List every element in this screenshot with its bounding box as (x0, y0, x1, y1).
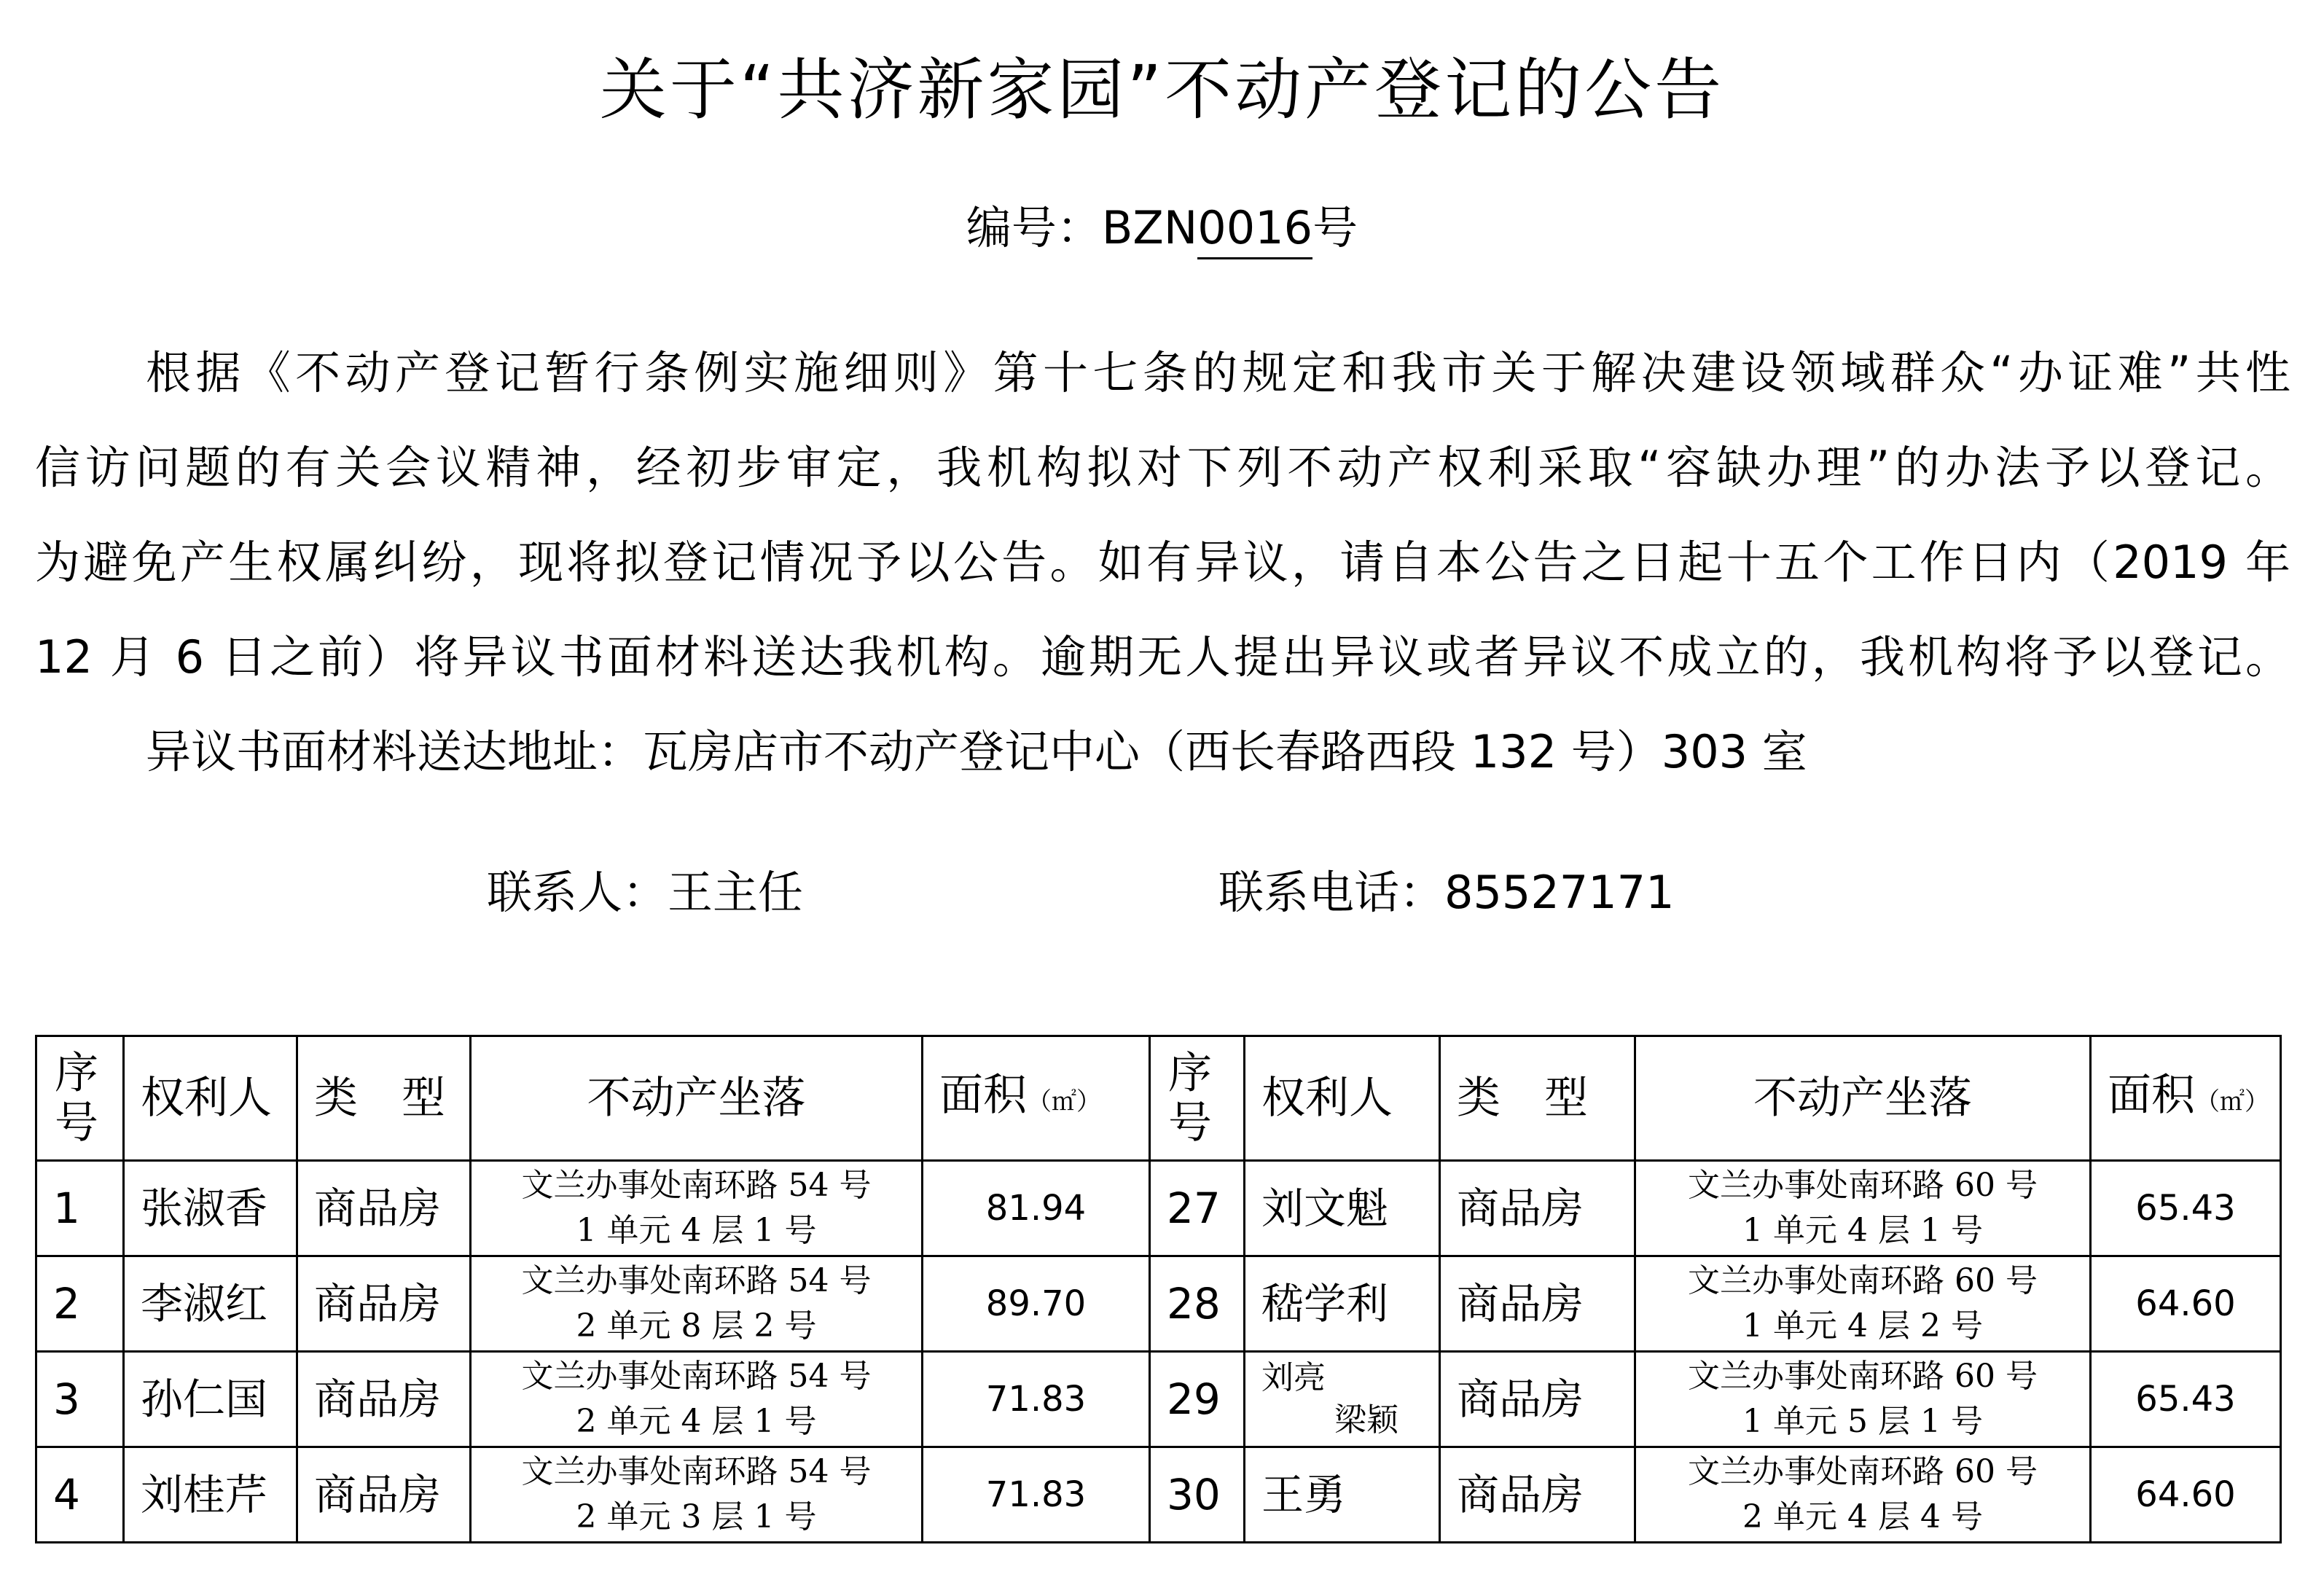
paragraph-line-4: 12 月 6 日之前）将异议书面材料送达我机构。逾期无人提出异议或者异议不成立的，我机构将予以登记。 (35, 630, 2290, 684)
row-type: 商品房 (297, 1352, 471, 1447)
row-type: 商品房 (1440, 1447, 1635, 1543)
row-seq: 2 (36, 1256, 124, 1352)
row-seq: 30 (1150, 1447, 1245, 1543)
row-area: 65.43 (2091, 1161, 2281, 1256)
header-owner: 权利人 (124, 1036, 297, 1161)
row-owner: 李淑红 (124, 1256, 297, 1352)
property-table (35, 1035, 2282, 1543)
row-location: 文兰办事处南环路 60 号 1 单元 4 层 1 号 (1635, 1161, 2091, 1256)
document-number (0, 195, 2324, 261)
row-seq: 28 (1150, 1256, 1245, 1352)
row-type: 商品房 (1440, 1256, 1635, 1352)
row-location: 文兰办事处南环路 60 号 2 单元 4 层 4 号 (1635, 1447, 2091, 1543)
table-row (36, 1352, 2281, 1447)
row-location: 文兰办事处南环路 54 号 2 单元 8 层 2 号 (471, 1256, 923, 1352)
row-owner (1245, 1352, 1440, 1447)
header-type: 类 型 (297, 1036, 471, 1161)
paragraph-line-1: 根据《不动产登记暂行条例实施细则》第十七条的规定和我市关于解决建设领域群众“办证难”共性 (146, 346, 2290, 399)
header-type-right: 类 型 (1440, 1036, 1635, 1161)
header-owner-right: 权利人 (1245, 1036, 1440, 1161)
page-title: 关于“共济新家园”不动产登记的公告 (599, 51, 1725, 129)
header-location-right: 不动产坐落 (1635, 1036, 2091, 1161)
row-seq: 1 (36, 1161, 124, 1256)
row-seq: 29 (1150, 1352, 1245, 1447)
row-owner: 刘文魁 (1245, 1161, 1440, 1256)
row-location: 文兰办事处南环路 54 号 1 单元 4 层 1 号 (471, 1161, 923, 1256)
row-type: 商品房 (297, 1447, 471, 1543)
header-area-right: 面积（㎡） (2091, 1036, 2281, 1161)
row-location: 文兰办事处南环路 60 号 1 单元 4 层 2 号 (1635, 1256, 2091, 1352)
row-area: 71.83 (923, 1447, 1150, 1543)
table-header-row (36, 1036, 2281, 1161)
document-number-value: 0016 (1197, 199, 1312, 259)
row-type: 商品房 (297, 1161, 471, 1256)
row-area: 65.43 (2091, 1352, 2281, 1447)
row-area: 71.83 (923, 1352, 1150, 1447)
header-location: 不动产坐落 (471, 1036, 923, 1161)
document-number-suffix: 号 (1312, 201, 1358, 254)
header-area: 面积（㎡） (923, 1036, 1150, 1161)
row-location: 文兰办事处南环路 54 号 2 单元 3 层 1 号 (471, 1447, 923, 1543)
row-owner: 王勇 (1245, 1447, 1440, 1543)
row-area: 64.60 (2091, 1256, 2281, 1352)
row-seq: 3 (36, 1352, 124, 1447)
row-owner: 嵇学利 (1245, 1256, 1440, 1352)
row-type: 商品房 (297, 1256, 471, 1352)
row-owner: 刘桂芹 (124, 1447, 297, 1543)
header-seq-right: 序 号 (1150, 1036, 1245, 1161)
address-line: 异议书面材料送达地址：瓦房店市不动产登记中心（西长春路西段 132 号）303 室 (146, 725, 1807, 778)
table-row (36, 1256, 2281, 1352)
table-row (36, 1447, 2281, 1543)
contact-person: 联系人：王主任 (487, 866, 804, 919)
row-area: 89.70 (923, 1256, 1150, 1352)
row-owner-second: 梁颖 (1334, 1401, 1398, 1439)
row-owner-first: 刘亮 (1261, 1359, 1326, 1396)
paragraph-line-3: 为避免产生权属纠纷，现将拟登记情况予以公告。如有异议，请自本公告之日起十五个工作日内（2019 年 (35, 536, 2290, 589)
header-seq: 序 号 (36, 1036, 124, 1161)
row-area: 81.94 (923, 1161, 1150, 1256)
paragraph-line-2: 信访问题的有关会议精神，经初步审定，我机构拟对下列不动产权利采取“容缺办理”的办法予以登记。 (35, 441, 2290, 494)
row-owner: 孙仁国 (124, 1352, 297, 1447)
row-owner: 张淑香 (124, 1161, 297, 1256)
row-type: 商品房 (1440, 1352, 1635, 1447)
row-location: 文兰办事处南环路 60 号 1 单元 5 层 1 号 (1635, 1352, 2091, 1447)
row-type: 商品房 (1440, 1161, 1635, 1256)
row-location: 文兰办事处南环路 54 号 2 单元 4 层 1 号 (471, 1352, 923, 1447)
table-row (36, 1161, 2281, 1256)
row-seq: 4 (36, 1447, 124, 1543)
row-area: 64.60 (2091, 1447, 2281, 1543)
document-number-prefix: 编号：BZN (966, 201, 1198, 254)
row-seq: 27 (1150, 1161, 1245, 1256)
contact-phone: 联系电话：85527171 (1218, 866, 1675, 919)
